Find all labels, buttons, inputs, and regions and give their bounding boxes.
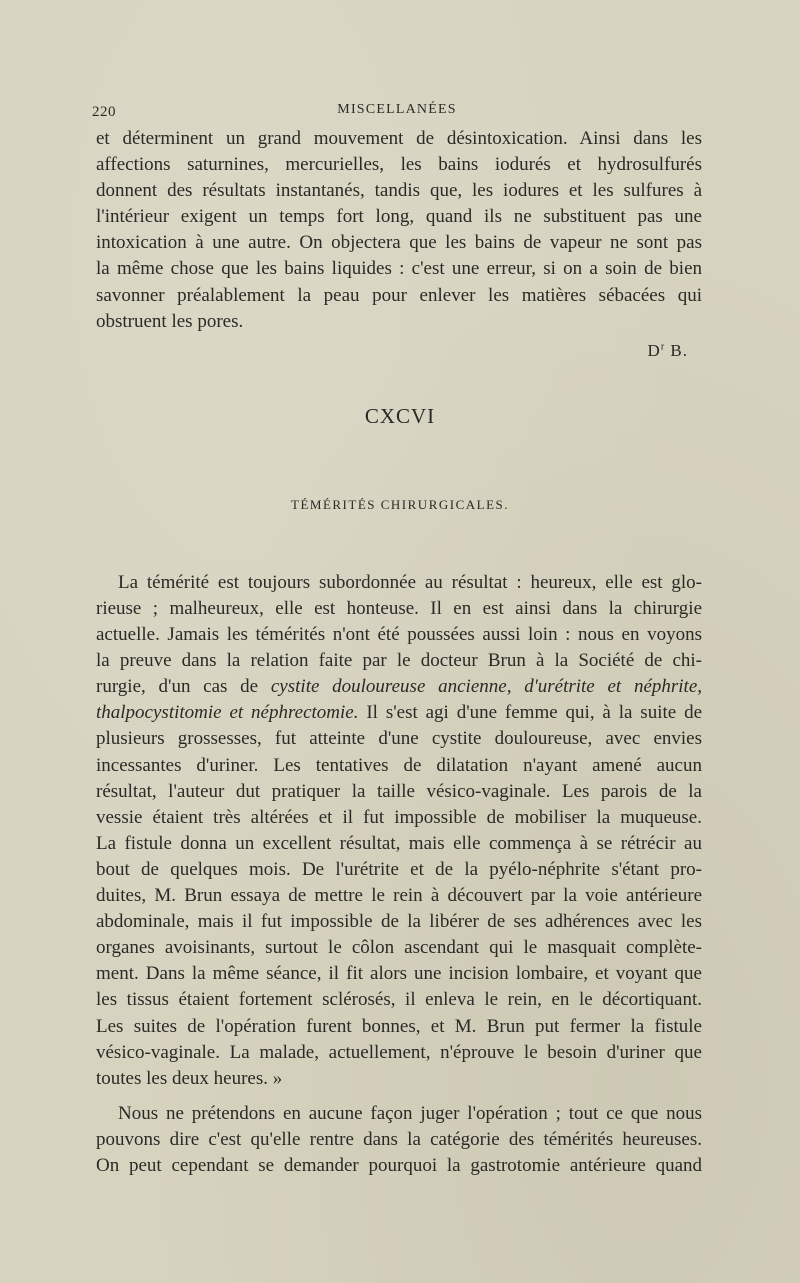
main-paragraph — [96, 596, 702, 1092]
text-line: abdominale, mais il fut impossible de la libérer de ses adhérences avec les — [96, 911, 702, 933]
text-line: ment. Dans la même séance, il fit alors une incision lombaire, et voyant que — [96, 963, 702, 985]
text-line: On peut cependant se demander pourquoi la gastrotomie antérieure quand — [96, 1155, 702, 1177]
signature-superscript: r — [660, 341, 666, 353]
closing-paragraph — [96, 1127, 702, 1179]
running-title: MISCELLANÉES — [337, 102, 457, 117]
text-line: la preuve dans la relation faite par le docteur Brun à la Société de chi- — [96, 650, 702, 672]
text-line: vésico-vaginale. La malade, actuellement, n'éprouve le besoin d'uriner que — [96, 1041, 702, 1063]
chapter-number: CXCVI — [364, 404, 436, 428]
page-number: 220 — [92, 104, 116, 120]
closing-paragraph-first-line — [118, 1101, 702, 1127]
text-line: toutes les deux heures. » — [96, 1067, 283, 1089]
opening-paragraph — [96, 126, 702, 335]
text-line: incessantes d'uriner. Les tentatives de dilatation n'ayant amené aucun — [96, 754, 702, 776]
text-line: La fistule donna un excellent résultat, mais elle commença à se rétrécir au — [96, 832, 702, 854]
text-line: vessie étaient très altérées et il fut impossible de mobiliser la muqueuse. — [96, 806, 702, 828]
text-line — [96, 674, 702, 700]
text-line: résultat, l'auteur dut pratiquer la taille vésico-vaginale. Les parois de la — [96, 780, 702, 802]
signature-prefix: D — [647, 341, 661, 360]
text-segment: rurgie, d'un cas de — [96, 676, 271, 698]
text-line: La témérité est toujours subordonnée au résultat : heureux, elle est glo- — [118, 572, 702, 593]
italic-term: thalpocystitomie et néphrectomie. — [96, 702, 359, 724]
text-line: duites, M. Brun essaya de mettre le rein à découvert par la voie antérieure — [96, 885, 702, 907]
running-head — [92, 100, 702, 122]
author-signature — [648, 341, 688, 361]
italic-term: cystite douloureuse ancienne, d'urétrite et néphrite, — [270, 676, 703, 698]
text-line: les tissus étaient fortement sclérosés, il enleva le rein, en le décortiquant. — [96, 989, 702, 1011]
text-line: Nous ne prétendons en aucune façon juger l'opération ; tout ce que nous — [118, 1103, 702, 1124]
text-line: actuelle. Jamais les témérités n'ont été poussées aussi loin : nous en voyons — [96, 624, 702, 646]
text-line: obstruent les pores. — [96, 310, 244, 332]
text-line: la même chose que les bains liquides : c'est une erreur, si on a soin de bien — [96, 258, 702, 280]
text-line: et déterminent un grand mouvement de désintoxication. Ainsi dans les — [96, 128, 702, 149]
text-line: savonner préalablement la peau pour enlever les matières sébacées qui — [96, 284, 702, 306]
chapter-title: TÉMÉRITÉS CHIRURGICALES. — [291, 497, 509, 512]
text-line: organes avoisinants, surtout le côlon ascendant qui le masquait complète- — [96, 937, 702, 959]
text-line: donnent des résultats instantanés, tandis que, les iodures et les sulfures à — [96, 180, 702, 202]
text-line: affections saturnines, mercurielles, les bains iodurés et hydrosulfurés — [96, 154, 702, 176]
text-line: rieuse ; malheureux, elle est honteuse. Il en est ainsi dans la chirurgie — [96, 598, 702, 619]
text-line: l'intérieur exigent un temps fort long, quand ils ne substituent pas une — [96, 206, 702, 228]
text-line: intoxication à une autre. On objectera que les bains de vapeur ne sont pas — [96, 232, 702, 254]
text-line: bout de quelques mois. De l'urétrite et de la pyélo-néphrite s'étant pro- — [96, 858, 702, 880]
signature-name: B. — [665, 341, 688, 360]
text-line — [96, 700, 702, 726]
text-line: Les suites de l'opération furent bonnes, et M. Brun put fermer la fistule — [96, 1015, 702, 1037]
main-paragraph-first-line — [118, 570, 702, 596]
text-line: plusieurs grossesses, fut atteinte d'une cystite douloureuse, avec envies — [96, 728, 702, 750]
text-line: pouvons dire c'est qu'elle rentre dans la catégorie des témérités heureuses. — [96, 1129, 702, 1150]
text-segment: Il s'est agi d'une femme qui, à la suite de — [358, 702, 702, 724]
